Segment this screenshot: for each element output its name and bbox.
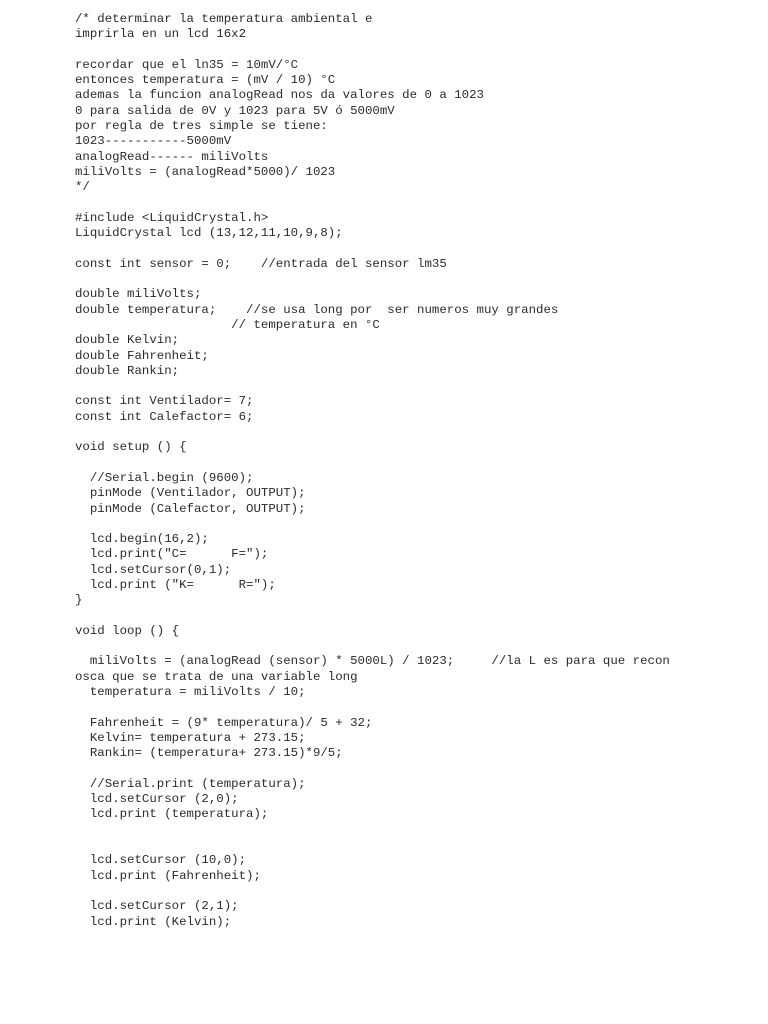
code-line: osca que se trata de una variable long	[75, 669, 358, 684]
code-line: miliVolts = (analogRead (sensor) * 5000L) / 1023; //la L es para que recon	[75, 654, 670, 669]
code-line	[75, 196, 755, 211]
code-listing	[75, 12, 755, 930]
code-line: lcd.setCursor (2,0);	[75, 792, 239, 807]
code-line: por regla de tres simple se tiene:	[75, 119, 328, 134]
code-line: miliVolts = (analogRead*5000)/ 1023	[75, 164, 336, 179]
code-line: entonces temperatura = (mV / 10) °C	[75, 73, 336, 88]
code-line	[75, 43, 755, 58]
code-line: lcd.print (Kelvin);	[75, 914, 232, 929]
code-line	[75, 272, 755, 287]
code-line: LiquidCrystal lcd (13,12,11,10,9,8);	[75, 226, 343, 241]
code-line: temperatura = miliVolts / 10;	[75, 685, 306, 700]
code-line: pinMode (Calefactor, OUTPUT);	[75, 501, 306, 516]
code-line	[75, 700, 755, 715]
code-line: imprirla en un lcd 16x2	[75, 27, 247, 42]
code-line: //Serial.print (temperatura);	[75, 776, 306, 791]
code-line: lcd.begin(16,2);	[75, 532, 209, 547]
code-line: //Serial.begin (9600);	[75, 470, 254, 485]
code-line: double Fahrenheit;	[75, 348, 209, 363]
code-line: recordar que el ln35 = 10mV/°C	[75, 57, 299, 72]
code-line	[75, 823, 755, 838]
code-line	[75, 639, 755, 654]
code-line: lcd.print (Fahrenheit);	[75, 868, 261, 883]
code-line: lcd.print ("K= R=");	[75, 577, 276, 592]
code-line: lcd.print (temperatura);	[75, 807, 269, 822]
code-line: Fahrenheit = (9* temperatura)/ 5 + 32;	[75, 715, 373, 730]
code-line: 1023-----------5000mV	[75, 134, 232, 149]
code-line: /* determinar la temperatura ambiental e	[75, 12, 373, 26]
code-line: void loop () {	[75, 623, 180, 638]
code-line	[75, 884, 755, 899]
code-line: const int sensor = 0; //entrada del sensor lm35	[75, 256, 447, 271]
code-line: lcd.setCursor (2,1);	[75, 899, 239, 914]
code-line: lcd.setCursor(0,1);	[75, 562, 232, 577]
code-line: 0 para salida de 0V y 1023 para 5V ó 5000mV	[75, 103, 395, 118]
code-line: Rankin= (temperatura+ 273.15)*9/5;	[75, 746, 343, 761]
code-line: const int Calefactor= 6;	[75, 409, 254, 424]
code-line: double miliVolts;	[75, 287, 202, 302]
code-line: analogRead------ miliVolts	[75, 149, 269, 164]
code-line: lcd.print("C= F=");	[75, 547, 269, 562]
code-line: void setup () {	[75, 440, 187, 455]
code-line: */	[75, 180, 90, 195]
code-line: double Rankin;	[75, 363, 180, 378]
code-line	[75, 456, 755, 471]
code-line: pinMode (Ventilador, OUTPUT);	[75, 486, 306, 501]
code-line: double temperatura; //se usa long por ser numeros muy grandes	[75, 302, 559, 317]
code-line: ademas la funcion analogRead nos da valores de 0 a 1023	[75, 88, 484, 103]
code-line	[75, 379, 755, 394]
code-line: }	[75, 593, 83, 608]
code-line	[75, 609, 755, 624]
code-line: double Kelvin;	[75, 333, 180, 348]
code-line: Kelvin= temperatura + 273.15;	[75, 730, 306, 745]
code-line	[75, 241, 755, 256]
code-line	[75, 838, 755, 853]
code-line	[75, 517, 755, 532]
code-line: #include <LiquidCrystal.h>	[75, 210, 269, 225]
code-line: const int Ventilador= 7;	[75, 394, 254, 409]
code-line: // temperatura en °C	[75, 317, 380, 332]
code-line	[75, 762, 755, 777]
code-line: lcd.setCursor (10,0);	[75, 853, 247, 868]
code-line	[75, 425, 755, 440]
